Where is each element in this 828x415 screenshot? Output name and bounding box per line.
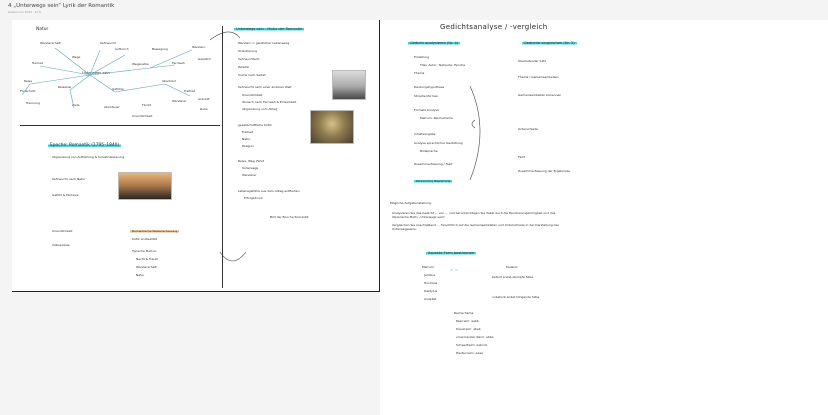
motif-bullet: Wandern = geistlicher Lebensweg: [238, 41, 290, 45]
romantic-painting-image: [118, 172, 172, 200]
mindmap-node: Bewegung: [152, 47, 168, 51]
motif-heading: Unterwegs sein - Motiv der Romantik: [236, 27, 303, 31]
reimschema-item: Paarreim: aabb: [456, 319, 479, 323]
mindmap-node: Wege: [72, 55, 81, 59]
analysis-title: Gedichtsanalyse / -vergleich: [440, 23, 548, 31]
metrum-item: Daktylus: [424, 289, 438, 293]
mindmap-node: Wanderschaft: [40, 41, 61, 45]
motif-bullet: Unendlichkeit: [242, 93, 263, 97]
epoch-line: Sehnsucht nach Natur: [52, 177, 86, 181]
col1-item: Metrum, Reimschema: [420, 116, 453, 120]
mindmap-node: Flucht: [142, 103, 152, 107]
mindmap-node: Wanderer: [172, 99, 187, 103]
mindmap-node: Sehnsucht: [100, 41, 116, 45]
kadenz-heading: Kadenz:: [506, 265, 518, 269]
mindmap-center: Unterwegs sein: [82, 71, 110, 75]
metrum-heading: Metrum:: [422, 265, 435, 269]
task-2: Vergleichen Sie anschließend ... hinsichtlich auf die Gemeinsamkeiten und Unterschiede in der Darstellung des Unterwegsseins.: [392, 223, 559, 231]
kadenz-item: betont endet stumpfe Silbe: [492, 275, 534, 279]
mindmap-node: Freiheit: [184, 89, 196, 93]
reimschema-item: umarmender Reim: abba: [456, 335, 494, 339]
document-header: [0, 0, 828, 20]
mindmap-node: Wandern: [192, 45, 206, 49]
notes-canvas[interactable]: [0, 20, 828, 415]
wanderer-painting-image: [332, 70, 366, 100]
motif-bullet: Natur: [242, 137, 251, 141]
col1-item: Formale Analyse: [414, 108, 439, 112]
motif-section: gesellschaftliche Kritik: [238, 123, 272, 127]
col2-item: Zusammenfassung der Ergebnisse: [518, 169, 571, 173]
col1-item: Bildsprache: [420, 149, 438, 153]
reimschema-item: Haufenreim: aaaa: [456, 351, 483, 355]
worldview-line: Nacht & Traum: [136, 257, 159, 261]
col2-item: Unterschiede: [518, 127, 538, 131]
col1-heading: Gedicht analysieren (Nr. 4): [410, 41, 459, 45]
motif-bullet: Suche nach Selbst: [238, 73, 266, 77]
mindmap-node: Ruhe: [200, 107, 208, 111]
document-title[interactable]: 4 „Unterwegs sein“ Lyrik der Romantik: [8, 3, 115, 9]
motif-bullet: Abgrenzung vom Alltag: [242, 107, 278, 111]
divider-horizontal: [20, 125, 220, 126]
task-heading: Mögliche Aufgabenstellung:: [390, 201, 432, 205]
mindmap-node: Unendlichkeit: [132, 114, 153, 118]
form-heading: Aspekte Form bestimmen: [428, 251, 475, 255]
col2-item: Gemeinsamkeiten benennen: [518, 93, 562, 97]
mindmap-node: Wegenetze: [132, 62, 149, 66]
col2-item: Überleitender Satz: [518, 59, 547, 63]
left-note-page[interactable]: [12, 20, 380, 292]
kadenz-item: unbetont endet klingende Silbe: [492, 295, 540, 299]
mindmap-node: Ankunft: [198, 97, 210, 101]
mindmap-node: Reiseziel: [58, 85, 72, 89]
mindmap-node: Aufbruch: [115, 47, 129, 51]
col1-item: Deutungshypothese: [414, 85, 445, 89]
mindmap-heading: Natur: [36, 27, 49, 32]
col1-item: Persönliche Bewertung: [416, 179, 451, 183]
worldview-line: Typische Motive:: [132, 249, 157, 253]
mindmap-node: Gefühle: [112, 87, 124, 91]
worldview-line: Natur: [136, 273, 145, 277]
task-1: Analysieren Sie das Gedicht ... von ... und berücksichtigen Sie dabei auch die Epochenzugehörigkeit und das literarische Motiv „Unterwegs sein“.: [392, 211, 556, 219]
metrum-item: Jambus: [424, 273, 436, 277]
divider-vertical: [222, 26, 223, 288]
reimschema-heading: Reimschema:: [454, 311, 475, 315]
mindmap-node: Fortschritt: [20, 89, 36, 93]
mindmap-node: Heimat: [32, 61, 43, 65]
metrum-item: Trochäus: [424, 281, 438, 285]
mindmap-node: Trennung: [26, 101, 40, 105]
motif-bullet: Erfolgsdruck: [244, 196, 263, 200]
col1-item: Zusammenfassung / Fazit: [414, 162, 453, 166]
epoch-line: Unendlichkeit: [52, 229, 73, 233]
motif-section: Reise, Weg, Fahrt: [238, 159, 264, 163]
mindmap-node: Reise: [24, 79, 33, 83]
col1-item: Analyse sprachlicher Gestaltung: [414, 141, 463, 145]
motif-bullet: Zweifel: [238, 65, 249, 69]
col1-item: Titel, Autor, Textsorte, Epoche: [420, 63, 466, 67]
col2-heading: Gedichte vergleichen (Nr. 2): [524, 41, 575, 45]
epoch-line: Gefühl & Fantasie: [52, 193, 79, 197]
epoch-note: Bild der Epoche Romantik: [270, 215, 309, 219]
col1-item: Strophenformen: [414, 94, 439, 98]
metrum-item: Anapäst: [424, 297, 437, 301]
mindmap-node: Fernweh: [172, 61, 185, 65]
right-note-page[interactable]: [380, 20, 828, 415]
motif-bullet: Sehnsuchtsort: [238, 57, 260, 61]
worldview-heading: Romantische Weltanschauung: [132, 229, 178, 233]
motif-section: Lebensgefühle aus dem Alltag entfliehen: [238, 189, 300, 193]
mindmap-node: Abenteuer: [104, 105, 120, 109]
mindmap-node: Ziele: [72, 103, 80, 107]
document-meta: Gestern um 10:53 · 12 S.: [8, 10, 42, 14]
mindmap-node: Geistlich: [198, 57, 211, 61]
col2-item: Thema / Gemeinsamkeiten: [518, 75, 559, 79]
worldview-line: Kritik an Realität: [132, 237, 157, 241]
motif-bullet: Unterwegs: [242, 166, 259, 170]
epoch-heading: Epoche: Romantik (1795–1840): [50, 143, 120, 148]
worldview-line: Wanderschaft: [136, 265, 157, 269]
reimschema-item: Kreuzreim: abab: [456, 327, 481, 331]
mindmap-node: Abschied: [162, 79, 176, 83]
col2-item: Fazit: [518, 155, 525, 159]
reimschema-item: Schweifreim: aabccb: [456, 343, 488, 347]
col1-item: Einleitung: [414, 55, 430, 59]
motif-bullet: Religion: [242, 144, 254, 148]
motif-bullet: Freiheit: [242, 130, 254, 134]
motif-bullet: Orientierung: [238, 49, 257, 53]
col1-item: Thema: [414, 71, 425, 75]
landscape-painting-image: [310, 110, 354, 144]
motif-section: Sehnsucht nach einer anderen Welt: [238, 85, 292, 89]
motif-bullet: Wunsch nach Fernweh & Einsamkeit: [242, 100, 297, 104]
epoch-line: Volkspoesie: [52, 243, 70, 247]
motif-bullet: Wanderer: [242, 173, 257, 177]
epoch-line: Abgrenzung von Aufklärung & Industrialisierung: [52, 155, 125, 159]
col1-item: Inhaltsangabe: [414, 132, 436, 136]
